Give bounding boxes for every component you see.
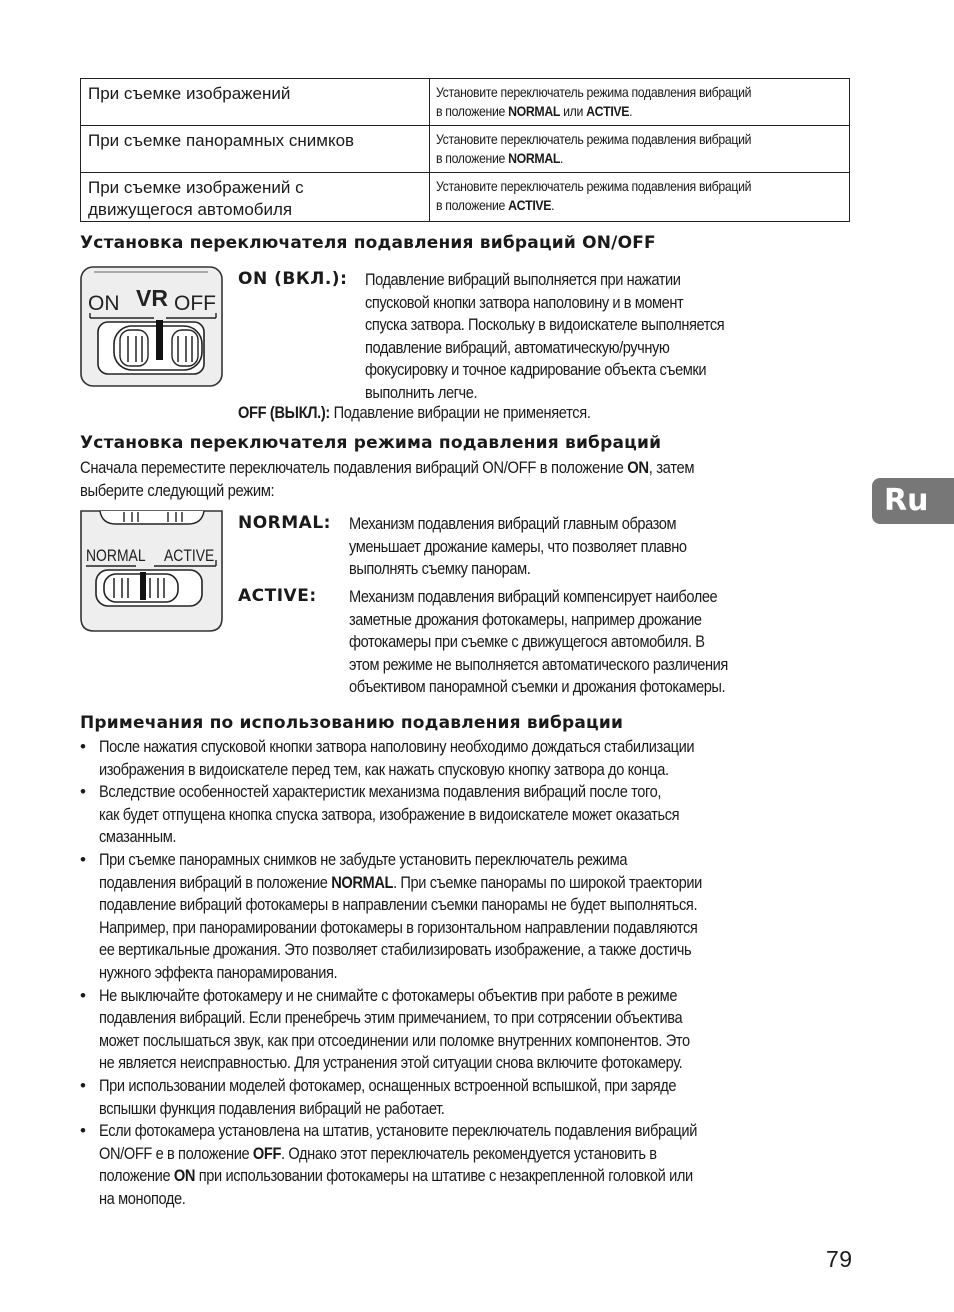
list-item: • При использовании моделей фотокамер, оснащенных встроенной вспышкой, при заряде вспышки функция подавления вибраций не работает. [80, 1075, 677, 1118]
switch-label-normal: NORMAL [86, 546, 146, 566]
bullet: • [80, 985, 86, 1005]
notes-list [80, 736, 870, 1210]
list-item: • После нажатия спусковой кнопки затвора наполовину необходимо дождаться стабилизации изображения в видоискателе перед тем, как нажать спусковую кнопку затвора до конца. [80, 737, 695, 779]
active-definition: Механизм подавления вибраций компенсирует наиболее заметные дрожания фотокамеры, например дрожание фотокамеры при съемке с движущегося автомобиля. В этом режиме не выполняется автоматического различения объективом панорамной съемки и дрожания фотокамеры. [349, 587, 728, 696]
bullet: • [80, 1121, 86, 1141]
list-item: • Если фотокамера установлена на штатив, установите переключатель подавления вибраций ON/OFF е в положение OFF. Однако этот переключатель рекомендуется установить в положение ON при использовании фотокамеры на штативе с незакрепленной головкой или на моноподе. [80, 1121, 697, 1208]
active-term: ACTIVE: [238, 586, 317, 606]
table-cell-instruction: Установите переключатель режима подавления вибраций в положение ACTIVE. [430, 173, 850, 222]
off-definition: Подавление вибрации не применяется. [333, 403, 591, 422]
switch-label-on: ON [88, 292, 120, 315]
page-number: 79 [826, 1246, 853, 1272]
vr-mode-switch-illustration [80, 510, 223, 632]
table-row [81, 126, 850, 173]
switch-label-vr: VR [136, 285, 168, 311]
off-term: OFF (ВЫКЛ.): [238, 403, 330, 422]
switch-label-off: OFF [174, 292, 216, 315]
bullet: • [80, 1075, 86, 1095]
table-cell-instruction: Установите переключатель режима подавления вибраций в положение NORMAL. [430, 126, 850, 173]
off-row [238, 403, 648, 423]
section-heading-vr-mode: Установка переключателя режима подавления вибраций [80, 433, 662, 453]
list-item: • Вследствие особенностей характеристик механизма подавления вибраций после того, как будет отпущена кнопка спуска затвора, изображение в видоискателе может оказаться смазанным. [80, 782, 680, 847]
table-cell-situation: При съемке изображений [81, 79, 430, 126]
settings-table [80, 78, 850, 222]
table-row [81, 79, 850, 126]
normal-definition: Механизм подавления вибраций главным образом уменьшает дрожание камеры, что позволяет плавно выполнять съемку панорам. [349, 514, 687, 578]
table-cell-situation: При съемке панорамных снимков [81, 126, 430, 173]
section-heading-notes: Примечания по использованию подавления вибрации [80, 713, 624, 733]
list-item: • Не выключайте фотокамеру и не снимайте с фотокамеры объектив при работе в режиме подавления вибраций. Если пренебречь этим примечанием, то при сотрясении объектива может послышаться звук, как при отсоединении или поломке внутренних компонентов. Это не является неисправностью. Для устранения этой ситуации снова включите фотокамеру. [80, 985, 690, 1073]
on-definition: Подавление вибраций выполняется при нажатии спусковой кнопки затвора наполовину и в момент спуска затвора. Поскольку в видоискателе выполняется подавление вибраций, автоматическую/ручную фокусировку и точное кадрирование объекта съемки выполнить легче. [365, 270, 725, 402]
list-item: • При съемке панорамных снимков не забудьте установить переключатель режима подавления вибраций в положение NORMAL. При съемке панорамы по широкой траектории подавление вибраций фотокамеры в направлении съемки панорамы не будет выполняться. Например, при панорамировании фотокамеры в горизонтальном направлении подавляются ее вертикальные дрожания. Это позволяет стабилизировать изображение, а также достичь нужного эффекта панорамирования. [80, 849, 702, 982]
bullet: • [80, 849, 86, 869]
switch-label-active: ACTIVE [164, 546, 215, 566]
language-tab-ru[interactable]: Ru [872, 478, 954, 524]
table-cell-situation: При съемке изображений с движущегося автомобиля [81, 173, 430, 222]
bullet: • [80, 782, 86, 802]
mode-intro: Сначала переместите переключатель подавления вибраций ON/OFF в положение ON, затем выберите следующий режим: [80, 458, 695, 500]
table-cell-instruction: Установите переключатель режима подавления вибраций в положение NORMAL или ACTIVE. [430, 79, 850, 126]
table-row [81, 173, 850, 222]
section-heading-vr-on-off: Установка переключателя подавления вибраций ON/OFF [80, 233, 656, 253]
vr-on-off-switch-illustration [80, 266, 223, 387]
normal-term: NORMAL: [238, 513, 331, 533]
bullet: • [80, 737, 86, 756]
on-term: ON (ВКЛ.): [238, 269, 348, 289]
